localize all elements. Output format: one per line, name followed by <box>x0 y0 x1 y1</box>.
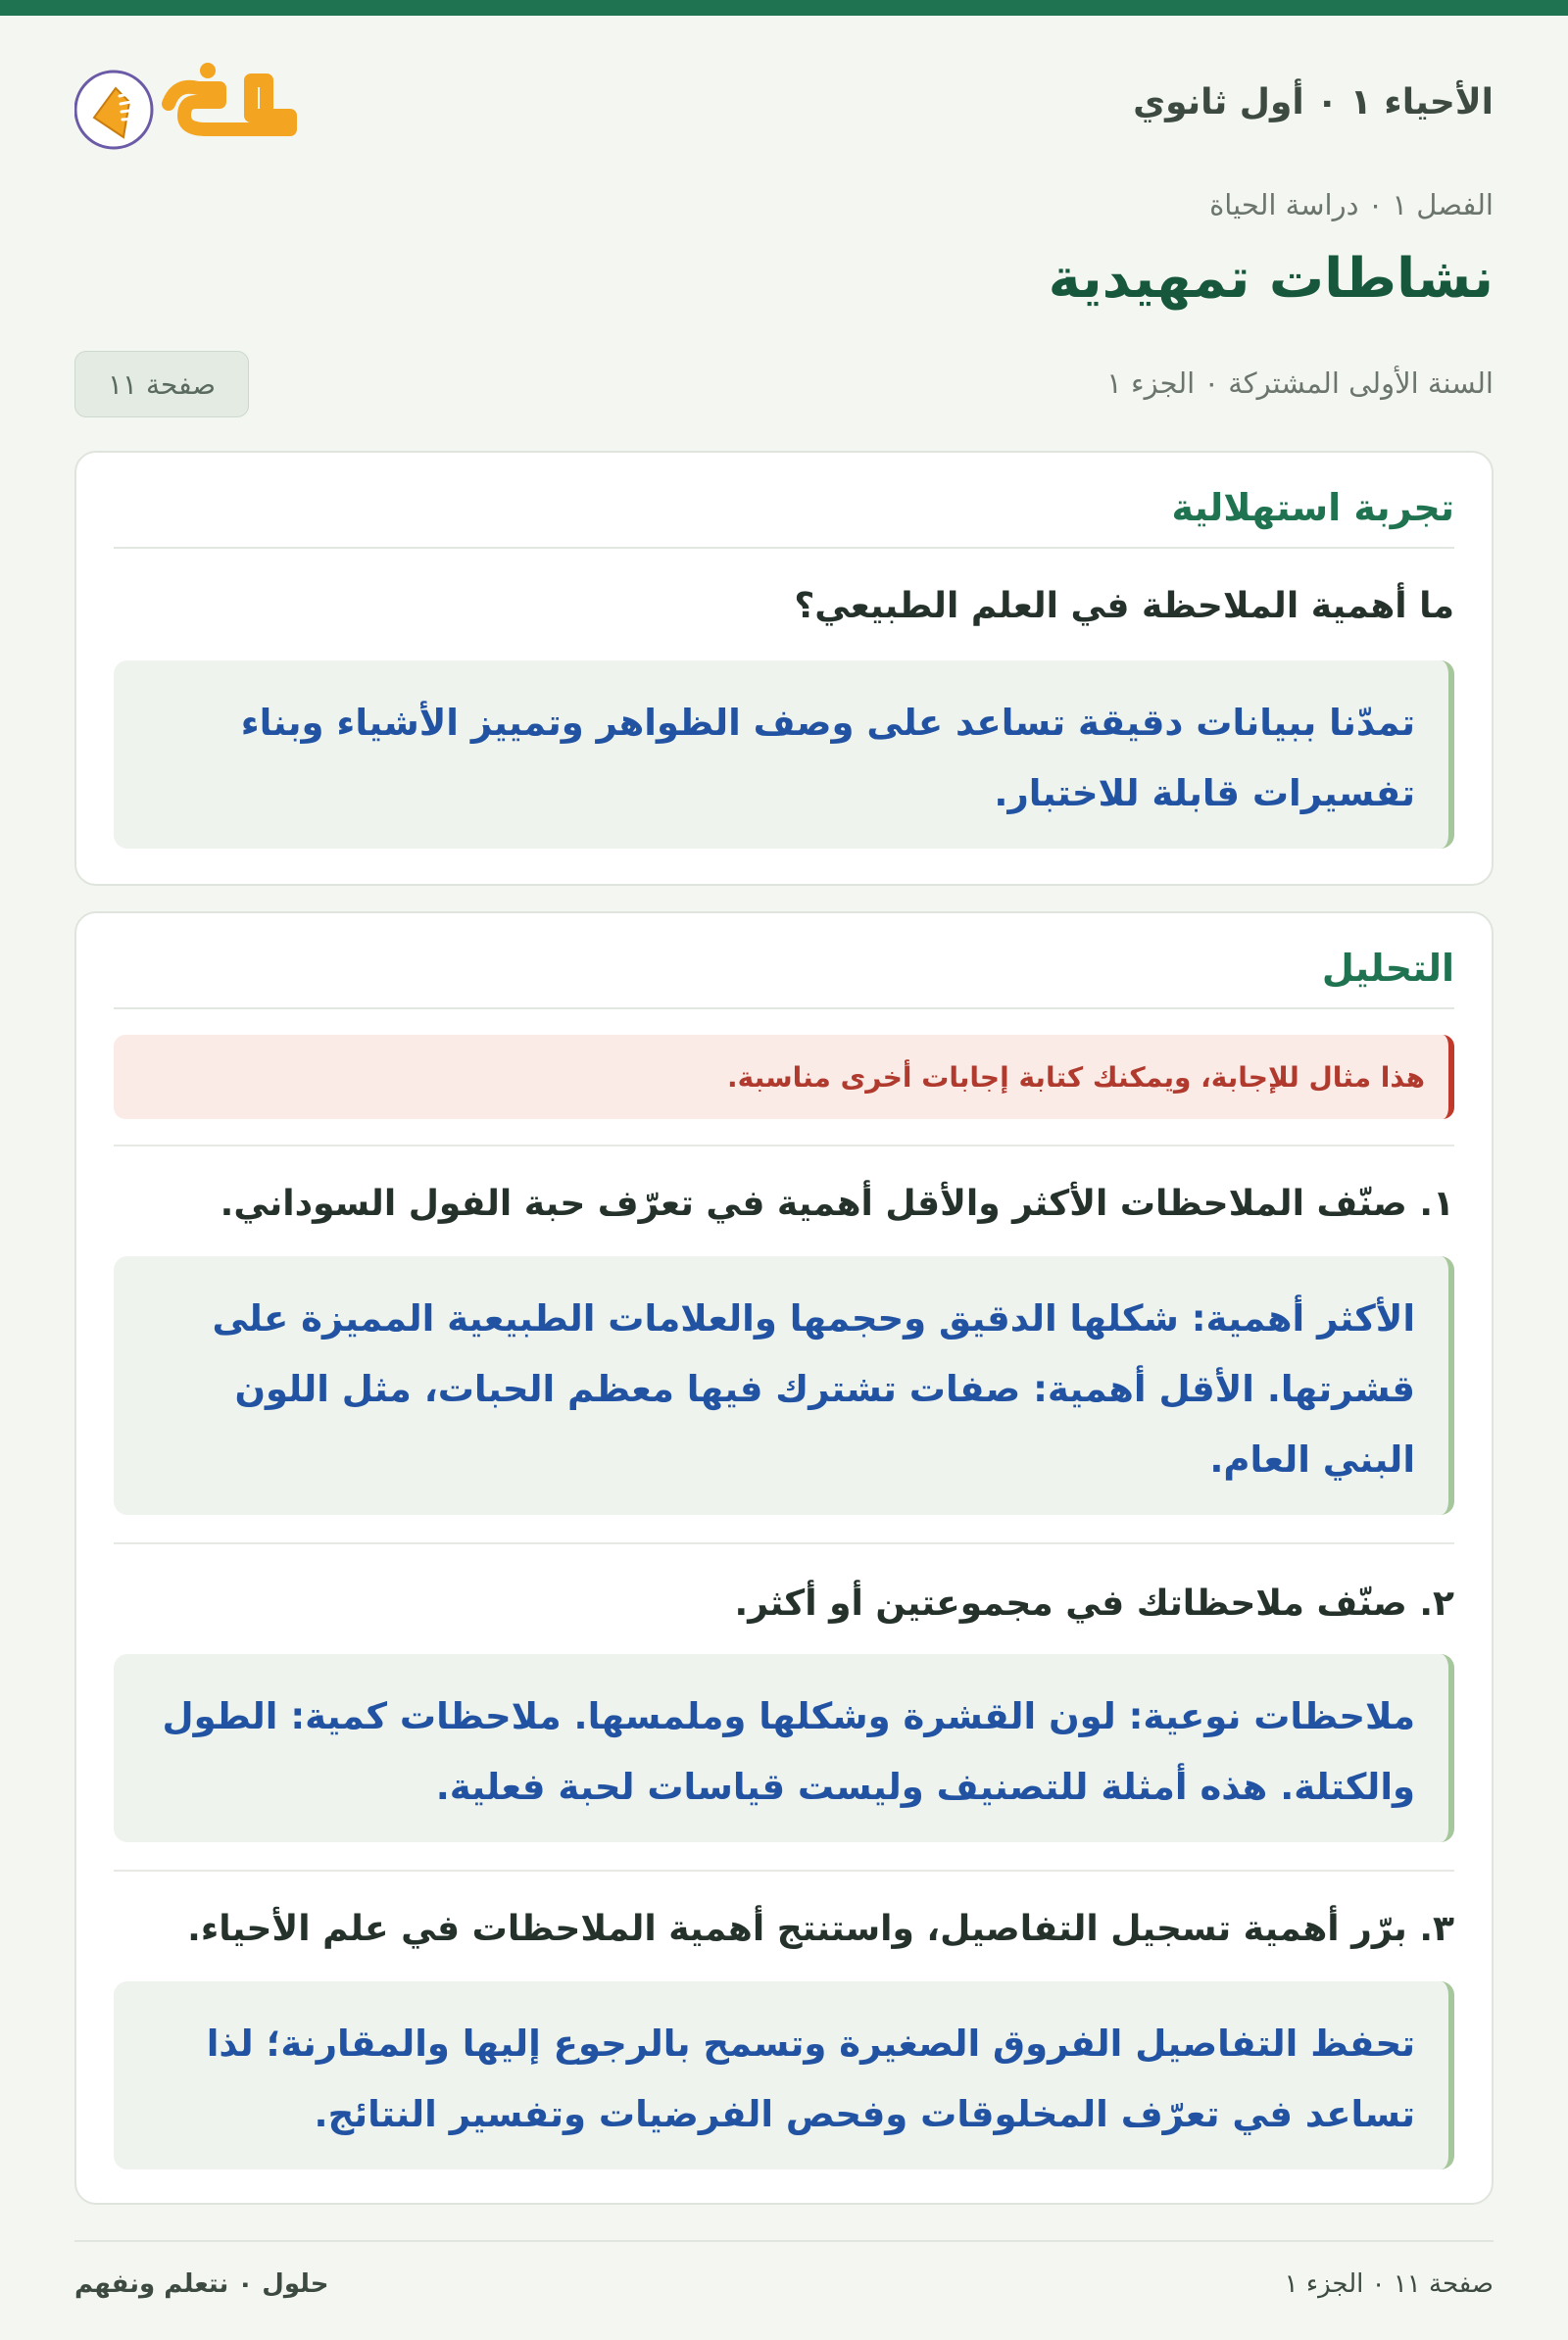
card-title: التحليل <box>1321 947 1454 990</box>
launch-lab-card <box>74 451 1494 886</box>
logo-wordmark <box>169 63 290 129</box>
divider <box>114 1145 1454 1146</box>
subject-title: الأحياء ١ ٠ أول ثانوي <box>1133 82 1494 122</box>
card-title: تجربة استهلالية <box>1171 486 1454 529</box>
footer-page-info: صفحة ١١ ٠ الجزء ١ <box>1284 2269 1494 2299</box>
divider <box>114 1870 1454 1872</box>
answer-box: الأكثر أهمية: شكلها الدقيق وحجمها والعلامات الطبيعية المميزة على قشرتها. الأقل أهمية: صفات تشترك فيها معظم الحبات، مثل اللون البني العام. <box>114 1256 1454 1515</box>
question-text: ٣. برّر أهمية تسجيل التفاصيل، واستنتج أهمية الملاحظات في علم الأحياء. <box>187 1909 1454 1949</box>
lesson-title: نشاطات تمهيدية <box>1048 247 1494 311</box>
page-badge: صفحة ١١ <box>74 351 249 417</box>
footer-brand: حلول ٠ نتعلم ونفهم <box>74 2269 329 2299</box>
chapter-label: الفصل ١ ٠ دراسة الحياة <box>1209 188 1494 221</box>
answer-box: ملاحظات نوعية: لون القشرة وشكلها وملمسها. ملاحظات كمية: الطول والكتلة. هذه أمثلة للتصنيف وليست قياسات لحبة فعلية. <box>114 1654 1454 1842</box>
divider <box>114 1007 1454 1009</box>
series-label: السنة الأولى المشتركة ٠ الجزء ١ <box>1106 366 1494 400</box>
answer-box: تحفظ التفاصيل الفروق الصغيرة وتسمح بالرجوع إليها والمقارنة؛ لذا تساعد في تعرّف المخلوقات وفحص الفرضيات وتفسير النتائج. <box>114 1981 1454 2169</box>
divider <box>114 1542 1454 1544</box>
top-accent-bar <box>0 0 1568 16</box>
answer-box: تمدّنا ببيانات دقيقة تساعد على وصف الظواهر وتمييز الأشياء وبناء تفسيرات قابلة للاختبار. <box>114 660 1454 849</box>
page-header <box>74 57 1494 155</box>
sample-answer-note: هذا مثال للإجابة، ويمكنك كتابة إجابات أخرى مناسبة. <box>114 1035 1454 1119</box>
divider <box>114 547 1454 549</box>
question-text: ١. صنّف الملاحظات الأكثر والأقل أهمية في تعرّف حبة الفول السوداني. <box>220 1184 1454 1224</box>
analysis-card <box>74 911 1494 2205</box>
hulul-logo[interactable] <box>74 57 329 155</box>
question-text: ٢. صنّف ملاحظاتك في مجموعتين أو أكثر. <box>734 1584 1454 1624</box>
question-text: ما أهمية الملاحظة في العلم الطبيعي؟ <box>794 586 1454 626</box>
footer-divider <box>74 2240 1494 2242</box>
